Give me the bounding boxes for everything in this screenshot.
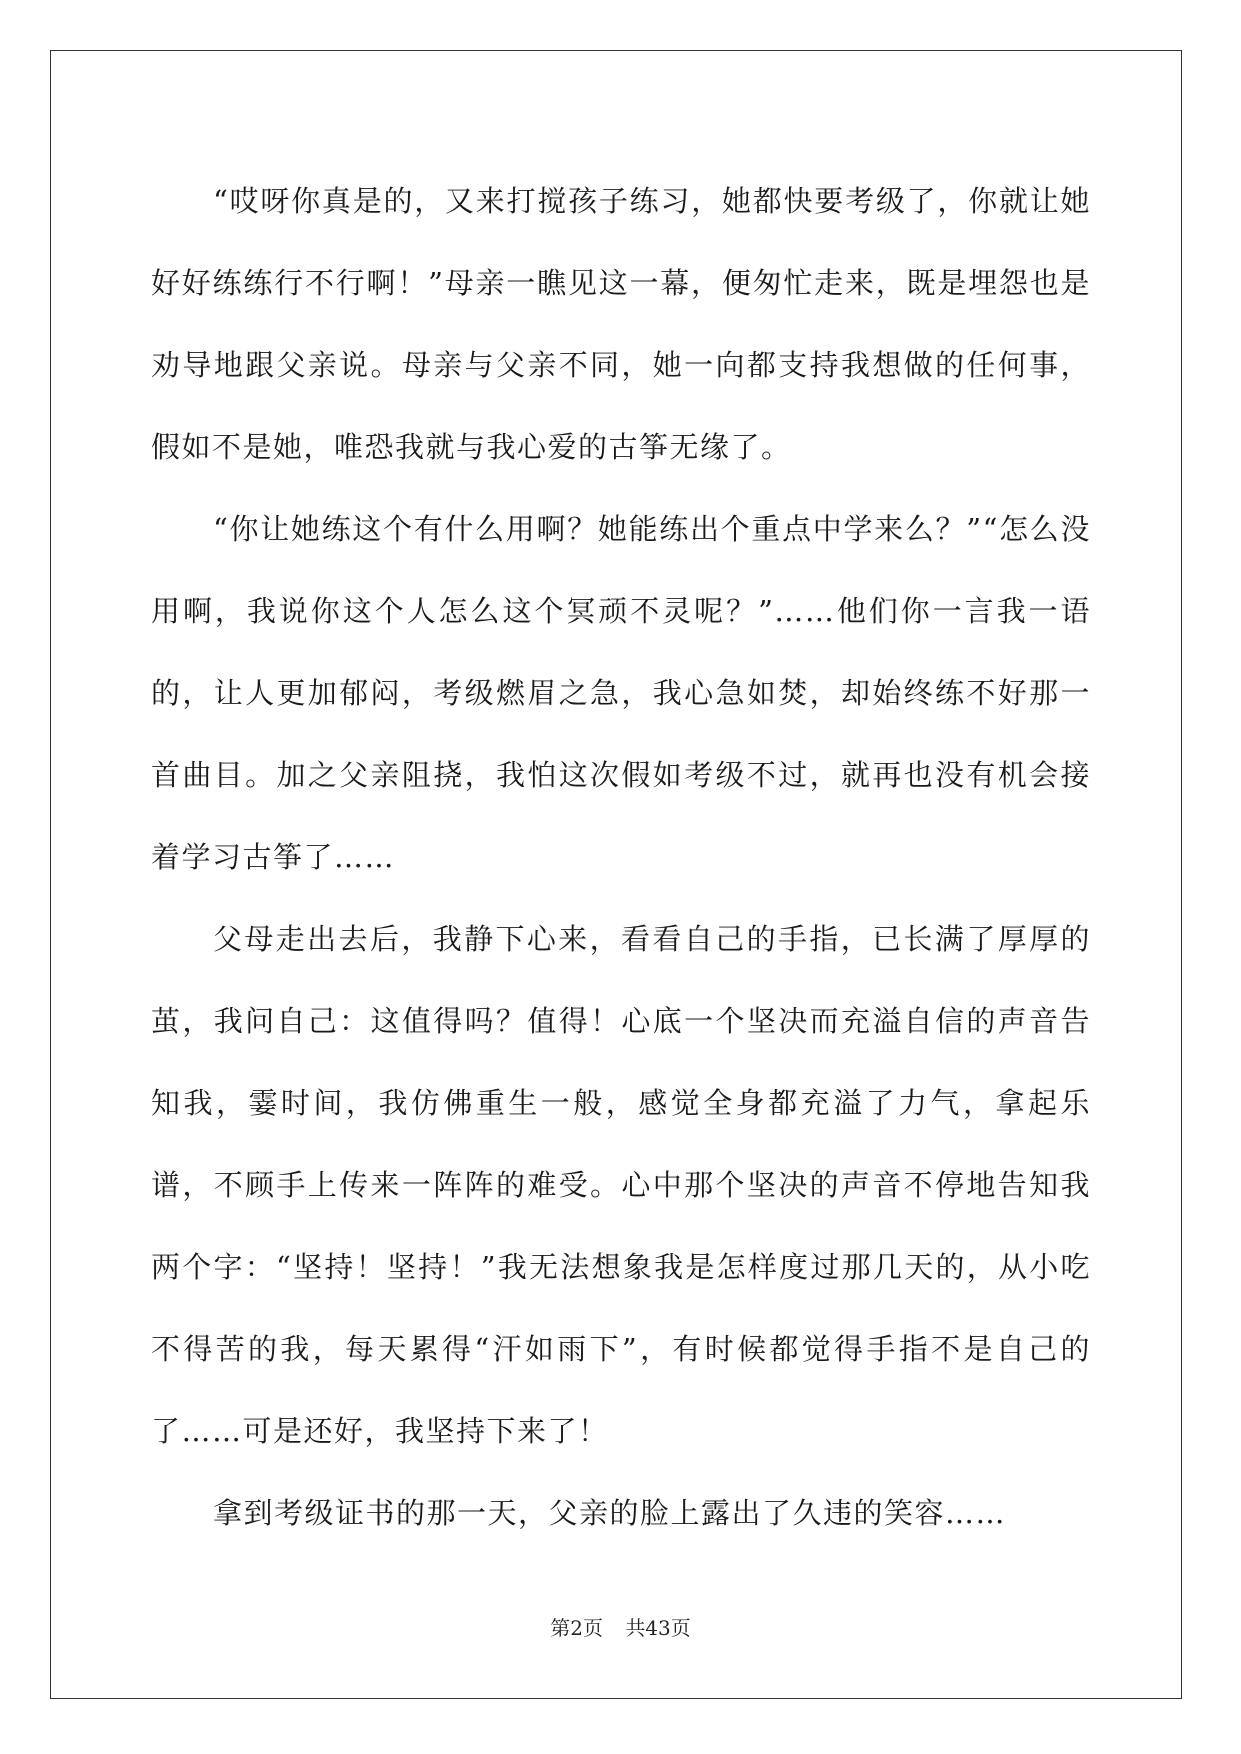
paragraph: 拿到考级证书的那一天，父亲的脸上露出了久违的笑容…… bbox=[213, 1496, 1007, 1530]
paragraph: “你让她练这个有什么用啊？她能练出个重点中学来么？”“怎么没用啊，我说你这个人怎么这个冥顽不灵呢？”……他们你一言我一语的，让人更加郁闷，考级燃眉之急，我心急如焚，却始终练不好那一首曲目。加之父亲阻挠，我怕这次假如考级不过，就再也没有机会接着学习古筝了…… bbox=[151, 512, 1091, 874]
paragraph: “哎呀你真是的，又来打搅孩子练习，她都快要考级了，你就让她好好练练行不行啊！”母亲一瞧见这一幕，便匆忙走来，既是埋怨也是劝导地跟父亲说。母亲与父亲不同，她一向都支持我想做的任何事，假如不是她，唯恐我就与我心爱的古筝无缘了。 bbox=[151, 184, 1091, 464]
page-number: 第2页 bbox=[550, 1616, 603, 1640]
page-footer bbox=[0, 1612, 1241, 1641]
page-total: 共43页 bbox=[625, 1616, 691, 1640]
paragraph: 父母走出去后，我静下心来，看看自己的手指，已长满了厚厚的茧，我问自己：这值得吗？值得！心底一个坚决而充溢自信的声音告知我，霎时间，我仿佛重生一般，感觉全身都充溢了力气，拿起乐谱，不顾手上传来一阵阵的难受。心中那个坚决的声音不停地告知我两个字：“坚持！坚持！”我无法想象我是怎样度过那几天的，从小吃不得苦的我，每天累得“汗如雨下”，有时候都觉得手指不是自己的了……可是还好，我坚持下来了！ bbox=[151, 922, 1091, 1448]
document-body bbox=[151, 160, 1091, 1554]
